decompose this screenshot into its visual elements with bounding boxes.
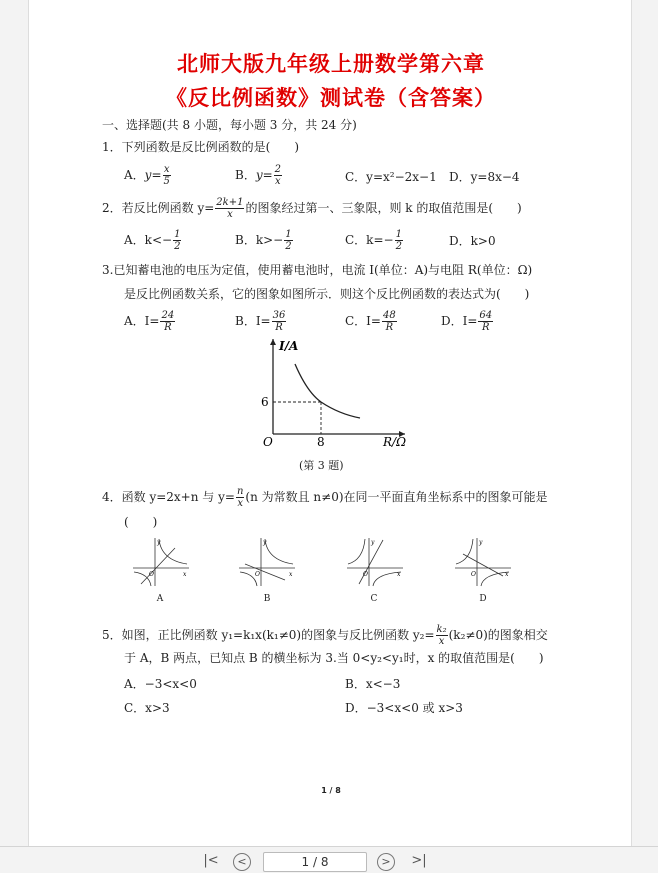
q2-option-d: D．k>0 [449, 234, 496, 248]
q3-stem-line2: 是反比例函数关系，它的图象如图所示．则这个反比例函数的表达式为( ) [124, 287, 530, 301]
q3-option-a: A．I= $\frac{24}{R}$ [124, 310, 175, 333]
svg-text:O: O [255, 571, 260, 578]
svg-text:x: x [183, 571, 187, 578]
q2-option-c: C．k=− $\frac{1}{2}$ [345, 229, 402, 252]
q3-origin: O [263, 435, 273, 449]
q3-option-c: C．I= $\frac{48}{R}$ [345, 310, 396, 333]
document-page [28, 0, 632, 846]
q4-label-c: C [370, 594, 378, 604]
q5-stem-line2: 于 A，B 两点，已知点 B 的横坐标为 3.当 0<y₂<y₁时，x 的取值范围是( ) [124, 651, 544, 665]
q5-option-a: A．−3<x<0 [124, 677, 197, 691]
svg-text:y: y [371, 539, 375, 546]
q4-label-b: B [263, 594, 271, 604]
first-page-icon[interactable]: |< [203, 853, 219, 868]
pdf-toolbar [0, 846, 658, 873]
q3-graph [255, 334, 415, 450]
q2-option-a: A．k<− $\frac{1}{2}$ [124, 229, 181, 252]
q1-stem: 1．下列函数是反比例函数的是( ) [102, 140, 299, 154]
q4-label-a: A [156, 594, 164, 604]
q3-stem-line1: 3.已知蓄电池的电压为定值，使用蓄电池时，电流 I(单位：A)与电阻 R(单位：Ω) [102, 263, 533, 277]
q4-paren: ( ) [124, 515, 158, 529]
q4-graph-a [131, 536, 191, 588]
prev-page-icon[interactable]: < [233, 853, 251, 871]
q5-option-c: C．x>3 [124, 701, 170, 715]
page-footer-number: 1 / 8 [321, 786, 341, 795]
q4-graph-b [237, 536, 297, 588]
last-page-icon[interactable]: >| [411, 853, 427, 868]
q1-option-c: C．y=x²−2x−1 [345, 170, 437, 184]
svg-text:x: x [505, 571, 509, 578]
q3-option-b: B．I= $\frac{36}{R}$ [235, 310, 286, 333]
doc-title-line2: 《反比例函数》测试卷（含答案） [166, 85, 496, 110]
svg-text:y: y [263, 539, 267, 546]
q3-ytick: 6 [261, 395, 269, 409]
q2-option-b: B．k>− $\frac{1}{2}$ [235, 229, 292, 252]
q5-option-b: B．x<−3 [345, 677, 401, 691]
q3-y-arrow [270, 339, 276, 345]
doc-title-line1: 北师大版九年级上册数学第六章 [177, 51, 485, 76]
next-page-icon[interactable]: > [377, 853, 395, 871]
q3-xlabel: R/Ω [383, 435, 407, 449]
q1-option-b: B．y= $\frac{2}{x}$ [235, 164, 282, 187]
svg-text:y: y [479, 539, 483, 546]
page-number-input[interactable]: 1 / 8 [263, 852, 367, 872]
q1-option-a: A．y= $\frac{x}{5}$ [124, 164, 170, 187]
q3-ylabel: I/A [279, 339, 299, 353]
q5-option-d: D．−3<x<0 或 x>3 [345, 701, 463, 715]
q3-curve [295, 364, 360, 418]
q4-graph-d [453, 536, 513, 588]
svg-text:y: y [157, 539, 161, 546]
section-heading: 一、选择题(共 8 小题，每小题 3 分，共 24 分) [102, 118, 357, 132]
q1-option-d: D．y=8x−4 [449, 170, 520, 184]
q4-label-d: D [479, 594, 487, 604]
q3-xtick: 8 [317, 435, 325, 449]
q4-stem: 4．函数 y=2x+n 与 y= $\frac{n}{x}$ (n 为常数且 n≠0)在同一平面直角坐标系中的图象可能是 [102, 486, 548, 509]
q3-option-d: D．I= $\frac{64}{R}$ [441, 310, 493, 333]
svg-text:O: O [363, 571, 368, 578]
svg-text:O: O [149, 571, 154, 578]
q2-stem: 2．若反比例函数 y= $\frac{2k+1}{x}$ 的图象经过第一、三象限，则 k 的取值范围是( ) [102, 197, 522, 220]
svg-text:O: O [471, 571, 476, 578]
q4-graph-c [345, 536, 405, 588]
svg-text:x: x [397, 571, 401, 578]
q3-caption: (第 3 题) [299, 459, 344, 472]
q5-stem-line1: 5．如图，正比例函数 y₁=k₁x(k₁≠0)的图象与反比例函数 y₂= $\frac{\text{k₂}}{x}$ (k₂≠0)的图象相交 [102, 624, 548, 647]
svg-text:x: x [289, 571, 293, 578]
